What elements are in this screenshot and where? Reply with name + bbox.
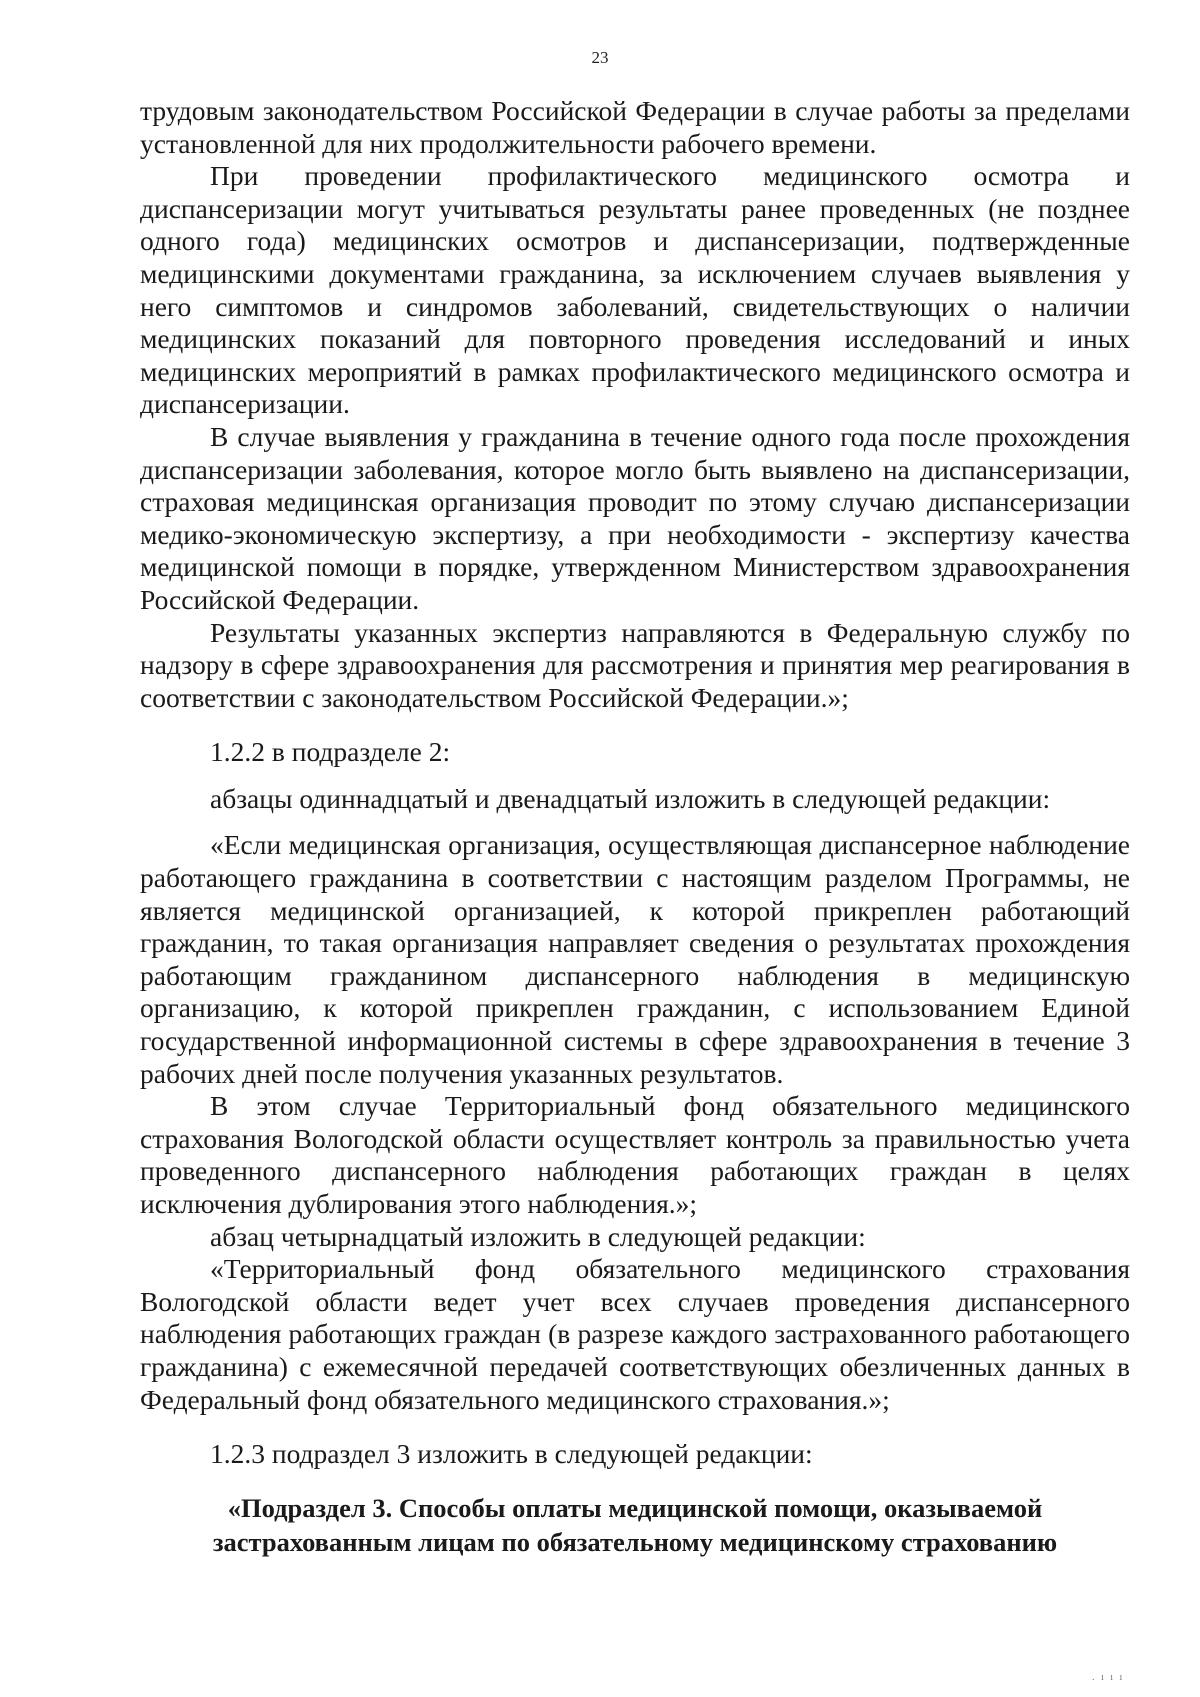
document-body [140, 95, 1130, 1559]
instruction-paragraph-14: абзац четырнадцатый изложить в следующей редакции: [210, 1220, 866, 1252]
paragraph-results: Результаты указанных экспертиз направляются в Федеральную службу по надзору в сфере здравоохранения для рассмотрения и принятия мер реагирования в соответствии с законодательством Российской Федерации.»; [140, 616, 1130, 713]
scan-artifact: . ı ı ı [1092, 1672, 1125, 1683]
page-number: 23 [591, 48, 609, 67]
paragraph-fund-records: «Территориальный фонд обязательного медицинского страхования Вологодской области ведет учет всех случаев проведения диспансерного наблюдения работающих граждан (в разрезе каждого застрахованного работающего гражданина) с ежемесячной передачей соответствующих обезличенных данных в Федеральный фонд обязательного медицинского страхования.»; [140, 1253, 1130, 1415]
paragraph-fund-control: В этом случае Территориальный фонд обязательного медицинского страхования Вологодской области осуществляет контроль за правильностью учета проведенного диспансерного наблюдения работающих граждан в целях исключения дублирования этого наблюдения.»; [140, 1090, 1130, 1219]
paragraph-continuation: трудовым законодательством Российской Федерации в случае работы за пределами установленной для них продолжительности рабочего времени. [140, 95, 1130, 159]
item-1-2-3: 1.2.3 подраздел 3 изложить в следующей редакции: [210, 1438, 813, 1470]
paragraph-dispensary-observation: «Если медицинская организация, осуществляющая диспансерное наблюдение работающего гражданина в соответствии с настоящим разделом Программы, не является медицинской организацией, к которой прикреплен работающий гражданин, то такая организация направляет сведения о результатах прохождения работающим гражданином диспансерного наблюдения в медицинскую организацию, к которой прикреплен гражданин, с использованием Единой государственной информационной системы в сфере здравоохранения в течение 3 рабочих дней после получения указанных результатов. [140, 829, 1130, 1089]
section-heading: «Подраздел 3. Способы оплаты медицинской помощи, оказываемой застрахованным лицам по обязательному медицинскому страхованию [212, 1492, 1058, 1557]
paragraph-expertise: В случае выявления у гражданина в течение одного года после прохождения диспансеризации заболевания, которое могло быть выявлено на диспансеризации, страховая медицинская организация проводит по этому случаю диспансеризации медико-экономическую экспертизу, а при необходимости - экспертизу качества медицинской помощи в порядке, утвержденном Министерством здравоохранения Российской Федерации. [140, 420, 1130, 615]
paragraph-prior-exams: При проведении профилактического медицинского осмотра и диспансеризации могут учитываться результаты ранее проведенных (не позднее одного года) медицинских осмотров и диспансеризации, подтвержденные медицинскими документами гражданина, за исключением случаев выявления у него симптомов и синдромов заболеваний, свидетельствующих о наличии медицинских показаний для повторного проведения исследований и иных медицинских мероприятий в рамках профилактического медицинского осмотра и диспансеризации. [140, 160, 1130, 420]
item-1-2-2: 1.2.2 в подразделе 2: [210, 736, 451, 768]
instruction-paragraphs-11-12: абзацы одиннадцатый и двенадцатый изложить в следующей редакции: [210, 782, 1051, 814]
